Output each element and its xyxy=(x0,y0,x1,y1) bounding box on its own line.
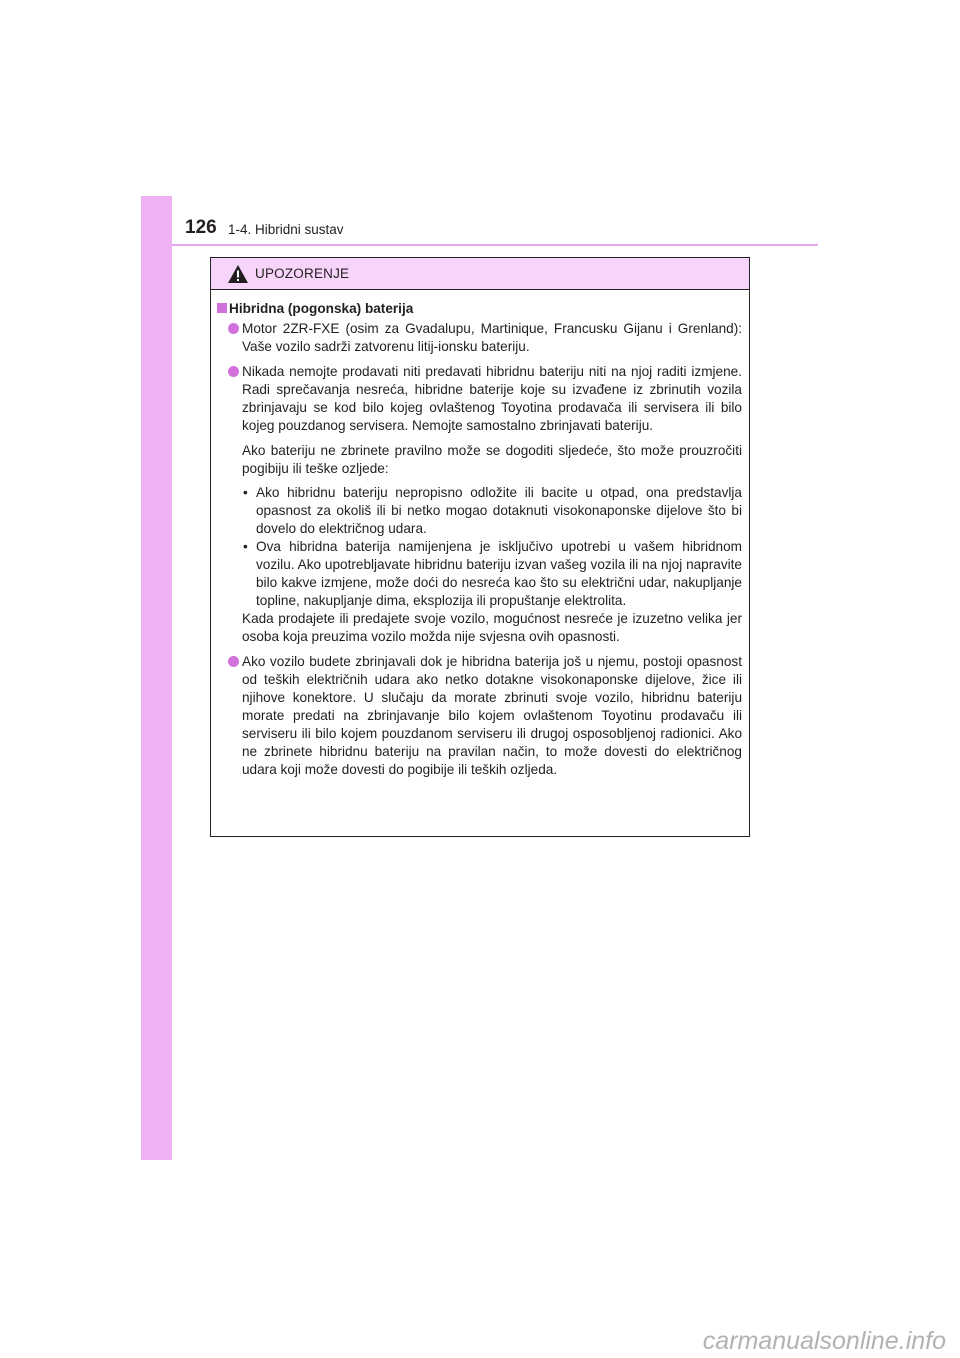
warning-body xyxy=(211,290,749,779)
sub-bullet-mark: • xyxy=(243,539,248,554)
bullet-text: Ako vozilo budete zbrinjavali dok je hibridna baterija još u njemu, postoji opasnost od teških električnih udara ako netko dotakne visokonaponske dijelove, žice ili njihove konektore. U slučaju da morate zbrinuti svoje vozilo, hibridnu bateriju morate predati na zbrinjavanje bilo kojem ovlaštenom Toyotinu prodavaču ili serviseru ili bilo kojem pouzdanom serviseru ili drugoj osposobljenoj radionici. Ako ne zbrinete hibridnu bateriju na pravilan način, to može dovesti do električnog udara koji može dovesti do pogibije ili teških ozljeda. xyxy=(242,654,742,777)
sub-list-item xyxy=(242,484,742,538)
square-bullet-icon xyxy=(217,303,227,313)
header-divider xyxy=(172,244,818,246)
paragraph: Kada prodajete ili predajete svoje vozilo, mogućnost nesreće je izuzetno velika jer osoba koja preuzima vozilo možda nije svjesna ovih opasnosti. xyxy=(242,611,742,644)
sub-list-item xyxy=(242,538,742,610)
side-band xyxy=(141,196,172,1160)
bullet-item xyxy=(217,653,742,779)
sub-list-text: Ova hibridna baterija namijenjena je isključivo upotrebi u vašem hibridnom vozilu. Ako upotrebljavate hibridnu bateriju izvan vašeg vozila ili na njoj napravite bilo kakve izmjene, može doći do nesreća kao što su električni udar, nakupljanje topline, nakupljanje dima, eksplozija ili propuštanje elektrolita. xyxy=(256,539,742,608)
warning-box xyxy=(210,257,750,837)
sub-bullet-mark: • xyxy=(243,485,248,500)
warning-header xyxy=(211,258,749,290)
warning-triangle-icon xyxy=(227,264,249,284)
page-number: 126 xyxy=(185,217,217,238)
section-title: 1-4. Hibridni sustav xyxy=(228,222,344,237)
page-header xyxy=(172,210,818,246)
bullet-item xyxy=(217,320,742,356)
bullet-text: Motor 2ZR-FXE (osim za Gvadalupu, Martinique, Francusku Gijanu i Grenland): Vaše vozilo sadrži zatvorenu litij-ionsku bateriju. xyxy=(242,321,742,354)
section-heading-text: Hibridna (pogonska) baterija xyxy=(229,301,414,316)
circle-bullet-icon xyxy=(228,656,239,667)
paragraph: Ako bateriju ne zbrinete pravilno može se dogoditi sljedeće, što može prouzročiti pogibiju ili teške ozljede: xyxy=(242,443,742,476)
circle-bullet-icon xyxy=(228,323,239,334)
bullet-text: Nikada nemojte prodavati niti predavati hibridnu bateriju niti na njoj raditi izmjene. Radi sprečavanja nesreća, hibridne baterije koje su izvađene iz zbrinutih vozila zbrinjavaju se kod bilo kojeg ovlaštenog Toyotina prodavača ili servisera ili bilo kojeg pouzdanog servisera. Nemojte samostalno zbrinjavati bateriju. xyxy=(242,364,742,433)
section-heading xyxy=(217,300,742,318)
sub-list-text: Ako hibridnu bateriju nepropisno odložite ili bacite u otpad, ona predstavlja opasnost za okoliš ili bi netko mogao dotaknuti visokonaponske dijelove što bi dovelo do električnog udara. xyxy=(256,485,742,536)
watermark: carmanualsonline.info xyxy=(702,1327,946,1355)
warning-label: UPOZORENJE xyxy=(255,266,350,281)
sub-list xyxy=(217,484,742,610)
circle-bullet-icon xyxy=(228,366,239,377)
bullet-item xyxy=(217,363,742,435)
